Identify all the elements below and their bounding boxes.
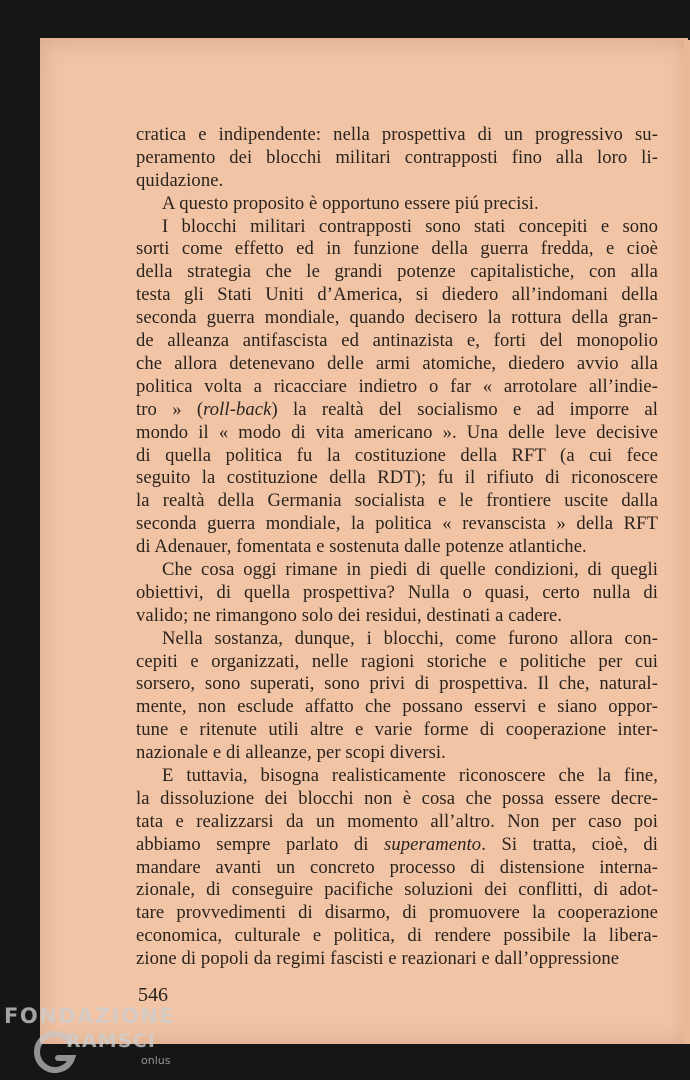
text-line: Che cosa oggi rimane in piedi di quelle condizioni, di quegli bbox=[162, 558, 658, 580]
text-line: seconda guerra mondiale, la politica « revanscista » della RFT bbox=[136, 513, 658, 535]
watermark-line-2: RAMSCI bbox=[66, 1030, 157, 1052]
text-line: nazionale e di alleanze, per scopi diversi. bbox=[136, 742, 446, 764]
paragraph bbox=[136, 628, 658, 765]
text-line: valido; ne rimangono solo dei residui, destinati a cadere. bbox=[136, 604, 563, 626]
text-line: della strategia che le grandi potenze capitalistiche, con alla bbox=[136, 261, 658, 283]
text-line: sorsero, sono superati, sono privi di prospettiva. Il che, natural- bbox=[136, 673, 658, 695]
text-line: cratica e indipendente: nella prospettiva di un progressivo su- bbox=[136, 124, 658, 145]
text-line: tune e ritenute utili altre e varie forme di cooperazione inter- bbox=[136, 719, 658, 741]
text-line: economica, culturale e politica, di rendere possibile la libera- bbox=[136, 925, 658, 947]
text-line: di quella politica fu la costituzione della RFT (a cui fece bbox=[136, 444, 658, 466]
archive-watermark bbox=[4, 1004, 204, 1076]
text-line: E tuttavia, bisogna realisticamente riconoscere che la fine, bbox=[162, 765, 658, 787]
text-line: mondo il « modo di vita americano ». Una delle leve decisive bbox=[136, 421, 658, 443]
text-line: tata e realizzarsi da un momento all’altro. Non per caso poi bbox=[136, 810, 658, 832]
text-line: mandare avanti un concreto processo di distensione interna- bbox=[136, 856, 658, 878]
paragraph bbox=[136, 124, 658, 193]
text-line: mente, non esclude affatto che possano esservi e siano oppor- bbox=[136, 696, 658, 718]
paragraph bbox=[136, 216, 658, 559]
text-line: quidazione. bbox=[136, 169, 224, 191]
text-line: tro » (roll-back) la realtà del socialismo e ad imporre al bbox=[136, 398, 658, 420]
paragraph bbox=[136, 193, 658, 216]
text-line: obiettivi, di quella prospettiva? Nulla o quasi, certo nulla di bbox=[136, 581, 658, 603]
text-line: zione di popoli da regimi fascisti e reazionari e dall’oppressione bbox=[136, 948, 620, 970]
text-line: I blocchi militari contrapposti sono stati concepiti e sono bbox=[162, 215, 658, 237]
text-line: seguito la costituzione della RDT); fu il rifiuto di riconoscere bbox=[136, 467, 658, 489]
page-number: 546 bbox=[138, 984, 168, 1006]
text-line: cepiti e organizzati, nelle ragioni storiche e politiche per cui bbox=[136, 650, 658, 672]
text-line: sorti come effetto ed in funzione della guerra fredda, e cioè bbox=[136, 238, 658, 260]
text-line: testa gli Stati Uniti d’America, si diedero all’indomani della bbox=[136, 284, 658, 306]
body-text bbox=[136, 124, 658, 971]
paragraph bbox=[136, 559, 658, 628]
text-line: Nella sostanza, dunque, i blocchi, come furono allora con- bbox=[162, 627, 658, 649]
text-line: politica volta a ricacciare indietro o far « arrotolare all’indie- bbox=[136, 375, 658, 397]
text-line: peramento dei blocchi militari contrapposti fino alla loro li- bbox=[136, 146, 658, 168]
text-line: abbiamo sempre parlato di superamento. Si tratta, cioè, di bbox=[136, 833, 658, 855]
text-line: la dissoluzione dei blocchi non è cosa che possa essere decre- bbox=[136, 787, 658, 809]
text-line: la realtà della Germania socialista e le frontiere uscite dalla bbox=[136, 490, 658, 512]
text-line: di Adenauer, fomentata e sostenuta dalle potenze atlantiche. bbox=[136, 536, 587, 558]
text-line: seconda guerra mondiale, quando decisero la rottura della gran- bbox=[136, 307, 658, 329]
text-line: zionale, di conseguire pacifiche soluzioni dei conflitti, di adot- bbox=[136, 879, 658, 901]
text-line: de alleanza antifascista ed antinazista e, forti del monopolio bbox=[136, 330, 658, 352]
text-line: A questo proposito è opportuno essere piú precisi. bbox=[162, 192, 539, 214]
text-line: che allora detenevano delle armi atomiche, diedero avvio alla bbox=[136, 352, 658, 374]
page-right-edge bbox=[684, 40, 690, 1044]
watermark-suffix: onlus bbox=[141, 1054, 171, 1067]
text-line: tare provvedimenti di disarmo, di promuovere la cooperazione bbox=[136, 902, 658, 924]
watermark-line-1: FONDAZIONE bbox=[4, 1004, 176, 1028]
paragraph bbox=[136, 765, 658, 971]
